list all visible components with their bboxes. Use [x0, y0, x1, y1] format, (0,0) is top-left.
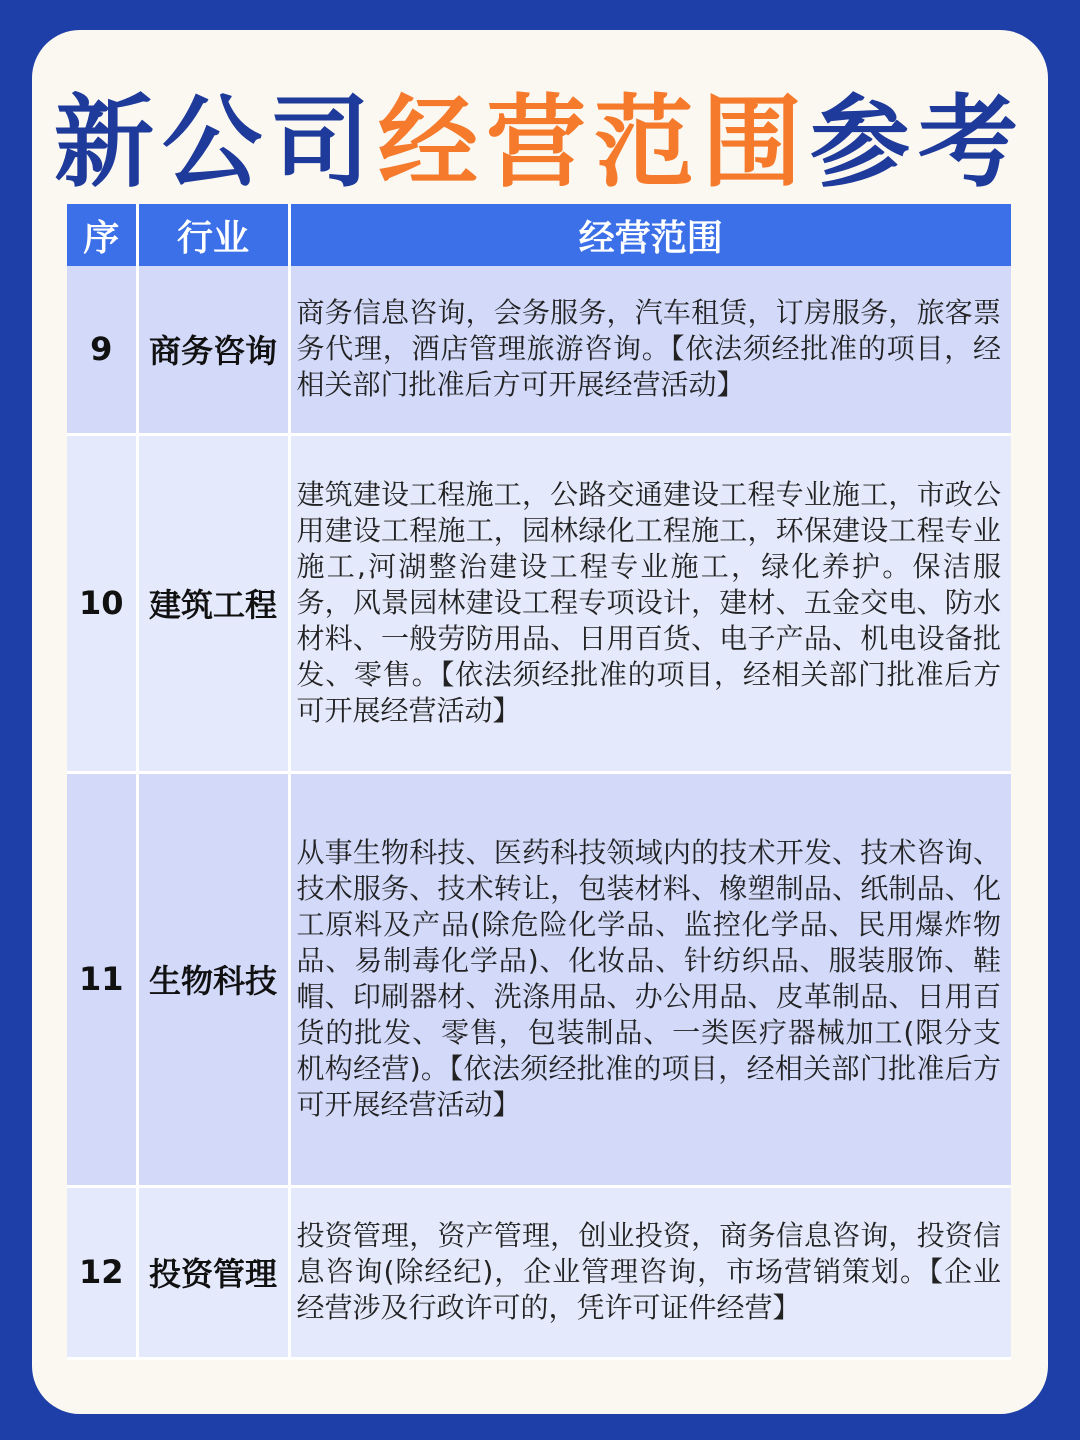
- row-number: 10: [67, 434, 137, 772]
- table-row: [67, 772, 1011, 1186]
- row-industry: 建筑工程: [137, 434, 289, 772]
- row-scope: 商务信息咨询，会务服务，汽车租赁，订房服务，旅客票务代理，酒店管理旅游咨询。【依法须经批准的项目，经相关部门批准后方可开展经营活动】: [289, 266, 1011, 434]
- title-part-2: 经营范围: [378, 84, 810, 201]
- table-header-row: [67, 204, 1011, 266]
- row-scope: 建筑建设工程施工，公路交通建设工程专业施工，市政公用建设工程施工，园林绿化工程施工，环保建设工程专业施工,河湖整治建设工程专业施工，绿化养护。保洁服务，风景园林建设工程专项设计，建材、五金交电、防水材料、一般劳防用品、日用百货、电子产品、机电设备批发、零售。【依法须经批准的项目，经相关部门批准后方可开展经营活动】: [289, 434, 1011, 772]
- row-industry: 商务咨询: [137, 266, 289, 434]
- table-row: [67, 434, 1011, 772]
- table-row: [67, 1186, 1011, 1358]
- row-number: 9: [67, 266, 137, 434]
- row-scope: 投资管理，资产管理，创业投资，商务信息咨询，投资信息咨询(除经纪)，企业管理咨询，市场营销策划。【企业经营涉及行政许可的，凭许可证件经营】: [289, 1186, 1011, 1358]
- header-number: 序: [67, 204, 137, 266]
- business-scope-table: [67, 204, 1011, 1360]
- row-industry: 生物科技: [137, 772, 289, 1186]
- title-part-1: 新公司: [54, 84, 378, 201]
- header-scope: 经营范围: [289, 204, 1011, 266]
- page-title: [0, 84, 1080, 201]
- header-industry: 行业: [137, 204, 289, 266]
- title-part-3: 参考: [810, 84, 1026, 201]
- row-number: 12: [67, 1186, 137, 1358]
- row-industry: 投资管理: [137, 1186, 289, 1358]
- row-number: 11: [67, 772, 137, 1186]
- row-scope: 从事生物科技、医药科技领域内的技术开发、技术咨询、技术服务、技术转让，包装材料、橡塑制品、纸制品、化工原料及产品(除危险化学品、监控化学品、民用爆炸物品、易制毒化学品)、化妆品、针纺织品、服装服饰、鞋帽、印刷器材、洗涤用品、办公用品、皮革制品、日用百货的批发、零售，包装制品、一类医疗器械加工(限分支机构经营)。【依法须经批准的项目，经相关部门批准后方可开展经营活动】: [289, 772, 1011, 1186]
- table-row: [67, 266, 1011, 434]
